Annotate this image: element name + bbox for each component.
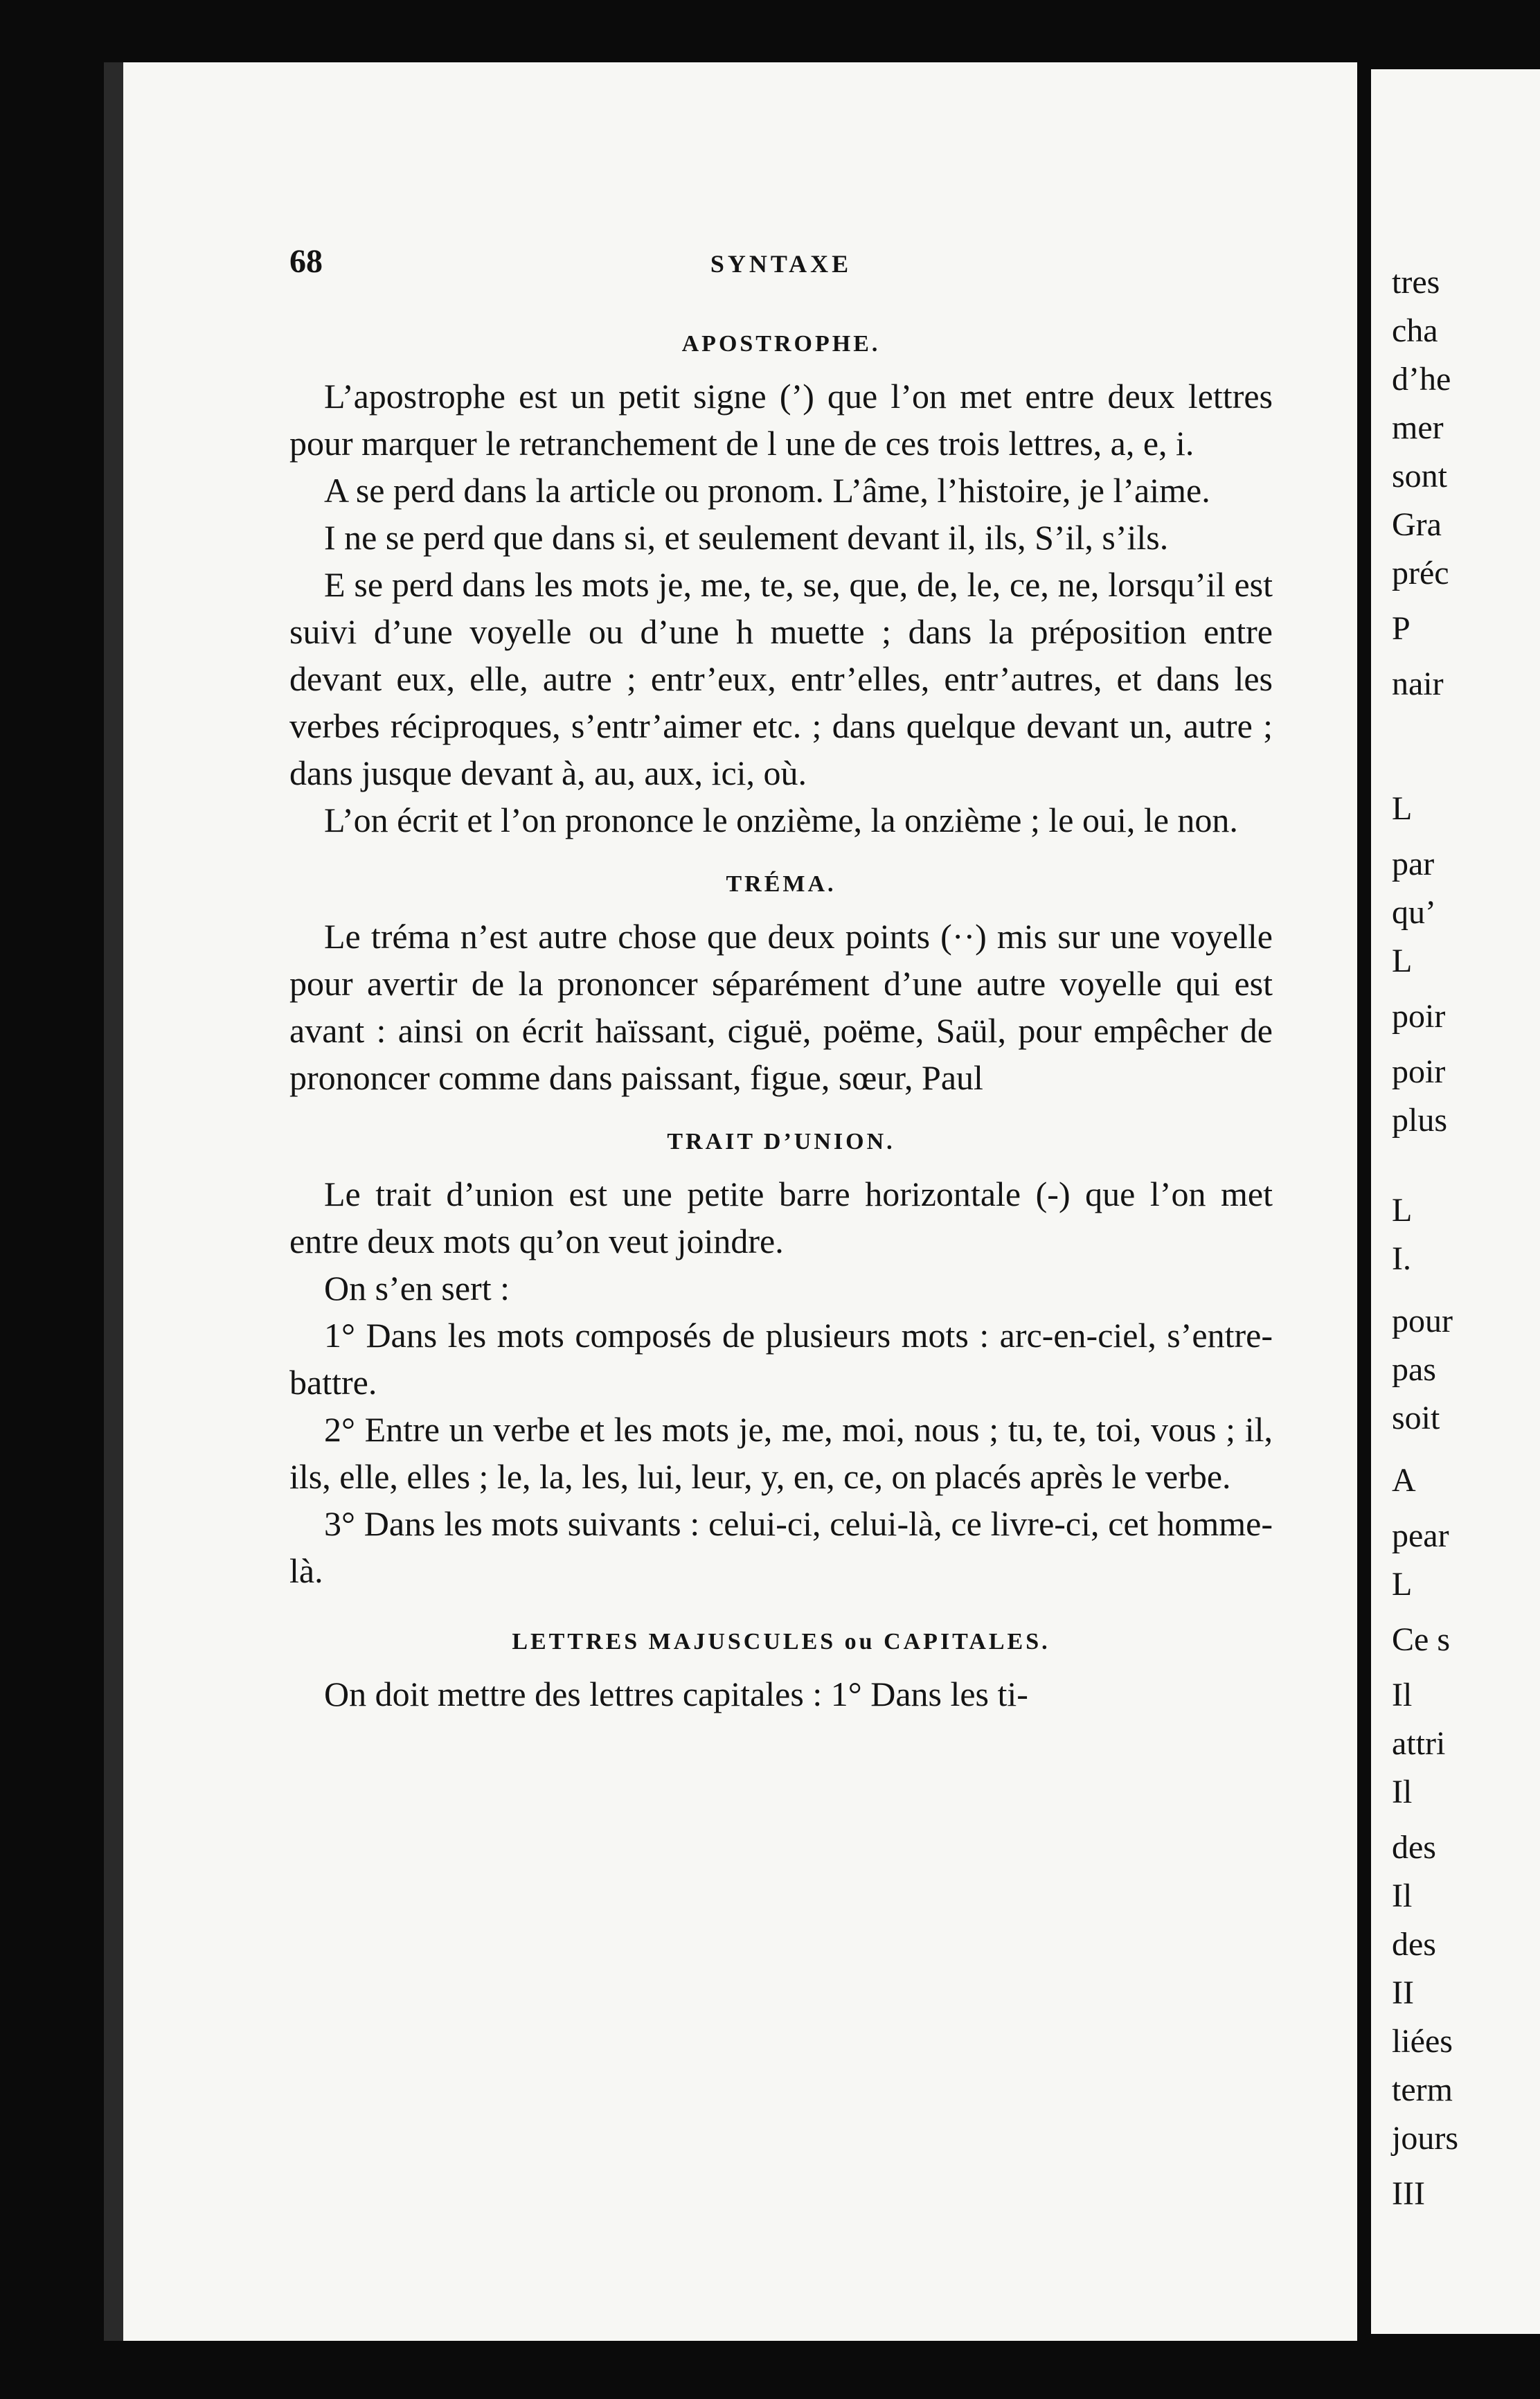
right-page-fragment: L bbox=[1392, 943, 1413, 979]
right-page-fragment: attri bbox=[1392, 1725, 1446, 1762]
right-page-fragment: pour bbox=[1392, 1303, 1453, 1339]
page-number: 68 bbox=[289, 243, 323, 280]
paragraph: Le trait d’union est une petite barre horizontale (-) que l’on met entre deux mots qu’on veut joindre. bbox=[289, 1175, 1273, 1260]
page-header bbox=[289, 242, 1273, 319]
right-page-fragment: Il bbox=[1392, 1878, 1413, 1914]
right-page-fragment: III bbox=[1392, 2175, 1425, 2212]
page-content bbox=[289, 242, 1273, 1718]
right-page-fragment: cha bbox=[1392, 312, 1438, 349]
right-page-fragment: jours bbox=[1392, 2120, 1458, 2157]
right-page-fragment: Gra bbox=[1392, 506, 1442, 543]
paragraph: On s’en sert : bbox=[324, 1269, 510, 1308]
right-page-fragment: L bbox=[1392, 1566, 1413, 1603]
right-page-fragment: II bbox=[1392, 1974, 1414, 2011]
right-page-fragment: préc bbox=[1392, 555, 1449, 591]
right-page-fragment: poir bbox=[1392, 998, 1446, 1035]
right-page-fragment: A bbox=[1392, 1462, 1416, 1499]
right-page-fragment: Il bbox=[1392, 1677, 1413, 1713]
section-title-apostrophe: APOSTROPHE. bbox=[681, 331, 881, 357]
right-page-fragment: tres bbox=[1392, 264, 1440, 301]
right-page-fragment: pear bbox=[1392, 1517, 1449, 1554]
right-page-fragment: qu’ bbox=[1392, 894, 1436, 931]
right-page-fragment: mer bbox=[1392, 409, 1444, 446]
right-page-fragment: term bbox=[1392, 2071, 1453, 2108]
right-page-fragment: poir bbox=[1392, 1053, 1446, 1090]
right-page-fragment: d’he bbox=[1392, 361, 1451, 398]
right-page-fragment: I. bbox=[1392, 1240, 1411, 1277]
right-page-fragment: L bbox=[1392, 1192, 1413, 1229]
paragraph: Le tréma n’est autre chose que deux points (··) mis sur une voyelle pour avertir de la prononcer séparément d’une autre voyelle qui est avant : ainsi on écrit haïssant, ciguë, poëme, Saül, pour empêcher de prononcer comme dans paissant, figue, sœur, Paul bbox=[289, 917, 1273, 1097]
right-page-fragment: plus bbox=[1392, 1102, 1448, 1139]
right-page bbox=[1371, 69, 1540, 2334]
section-title-trait-union: TRAIT D’UNION. bbox=[667, 1129, 895, 1154]
section-title-majuscules: LETTRES MAJUSCULES ou CAPITALES. bbox=[512, 1629, 1050, 1655]
paragraph: 3° Dans les mots suivants : celui-ci, celui-là, ce livre-ci, cet homme-là. bbox=[289, 1504, 1273, 1590]
right-page-fragment: des bbox=[1392, 1829, 1436, 1866]
right-page-fragment: sont bbox=[1392, 458, 1448, 494]
section-title-trema: TRÉMA. bbox=[726, 871, 836, 897]
paragraph: A se perd dans la article ou pronom. L’âme, l’histoire, je l’aime. bbox=[324, 471, 1210, 510]
right-page-fragment: par bbox=[1392, 846, 1435, 882]
right-page-fragment: liées bbox=[1392, 2023, 1453, 2060]
right-page-fragment: Ce s bbox=[1392, 1621, 1450, 1658]
right-page-fragment: soit bbox=[1392, 1400, 1440, 1436]
paragraph: L’apostrophe est un petit signe (’) que l’on met entre deux lettres pour marquer le retranchement de l une de ces trois lettres, a, e, i. bbox=[289, 377, 1273, 463]
right-page-fragment: Il bbox=[1392, 1774, 1413, 1810]
running-title: SYNTAXE bbox=[710, 250, 852, 278]
paragraph: I ne se perd que dans si, et seulement devant il, ils, S’il, s’ils. bbox=[324, 518, 1169, 557]
paragraph: 2° Entre un verbe et les mots je, me, moi, nous ; tu, te, toi, vous ; il, ils, elle, elles ; le, la, les, lui, leur, y, en, ce, on placés après le verbe. bbox=[289, 1410, 1273, 1496]
left-page bbox=[104, 62, 1357, 2341]
right-page-fragment: P bbox=[1392, 610, 1411, 647]
right-page-fragment: nair bbox=[1392, 666, 1444, 702]
paragraph: E se perd dans les mots je, me, te, se, que, de, le, ce, ne, lorsqu’il est suivi d’une voyelle ou d’une h muette ; dans la préposition entre devant eux, elle, autre ; entr’eux, entr’elles, entr’autres, et dans les verbes réciproques, s’entr’aimer etc. ; dans quelque devant un, autre ; dans jusque devant à, au, aux, ici, où. bbox=[289, 565, 1273, 792]
paragraph: On doit mettre des lettres capitales : 1° Dans les ti- bbox=[324, 1675, 1028, 1713]
paragraph: L’on écrit et l’on prononce le onzième, la onzième ; le oui, le non. bbox=[324, 801, 1238, 839]
right-page-fragment: pas bbox=[1392, 1351, 1436, 1388]
paragraph: 1° Dans les mots composés de plusieurs mots : arc-en-ciel, s’entre-battre. bbox=[289, 1316, 1273, 1402]
right-page-fragment: des bbox=[1392, 1926, 1436, 1963]
right-page-fragment: L bbox=[1392, 790, 1413, 827]
